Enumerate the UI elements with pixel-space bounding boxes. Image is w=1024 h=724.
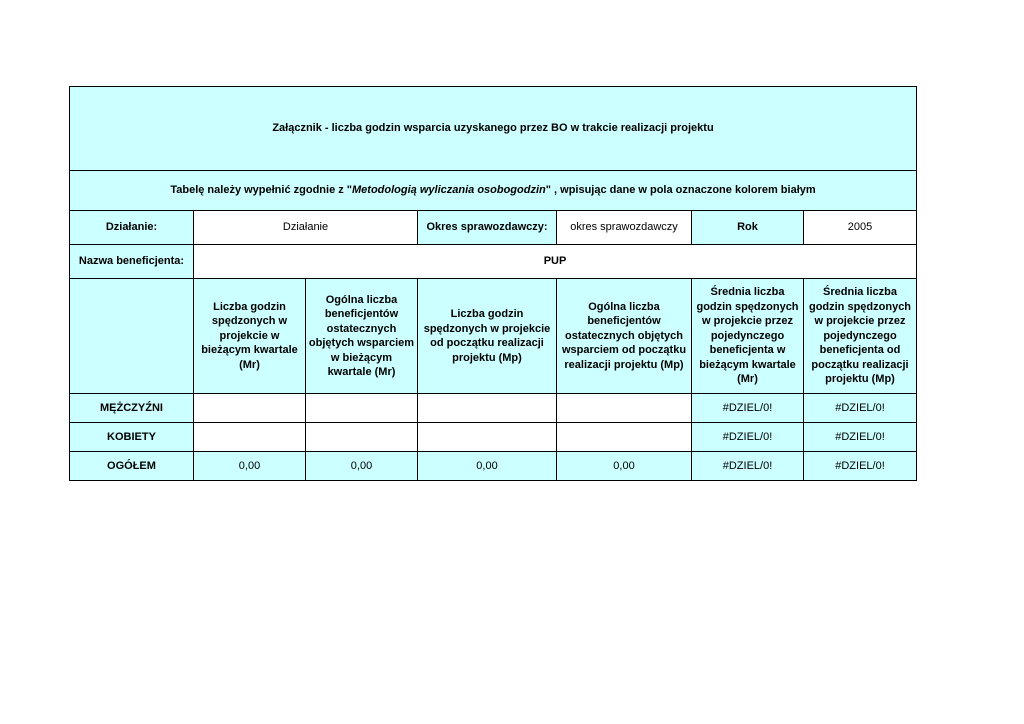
cell-ogolem-2: 0,00: [306, 452, 418, 481]
table-row-kobiety: [70, 423, 917, 452]
okres-label: Okres sprawozdawczy:: [418, 211, 557, 245]
cell-ogolem-3: 0,00: [418, 452, 557, 481]
beneficjent-label: Nazwa beneficjenta:: [70, 245, 194, 279]
instruction-quote-close: ": [545, 184, 551, 197]
dzialanie-label: Działanie:: [70, 211, 194, 245]
cell-mezczyzni-6: #DZIEL/0!: [804, 394, 917, 423]
cell-mezczyzni-1[interactable]: [194, 394, 306, 423]
instruction-quote-open: ": [346, 184, 353, 197]
table-row-ogolem: [70, 452, 917, 481]
rok-label: Rok: [692, 211, 804, 245]
rok-field[interactable]: 2005: [804, 211, 917, 245]
instruction-suffix: , wpisując dane w pola oznaczone kolorem białym: [550, 184, 816, 197]
cell-kobiety-4[interactable]: [557, 423, 692, 452]
cell-mezczyzni-2[interactable]: [306, 394, 418, 423]
cell-kobiety-5: #DZIEL/0!: [692, 423, 804, 452]
row-label-ogolem: OGÓŁEM: [70, 452, 194, 481]
okres-field[interactable]: okres sprawozdawczy: [557, 211, 692, 245]
cell-ogolem-4: 0,00: [557, 452, 692, 481]
cell-ogolem-5: #DZIEL/0!: [692, 452, 804, 481]
col-header-6: Średnia liczba godzin spędzonych w projekcie przez pojedynczego beneficjenta od początku realizacji projektu (Mp): [804, 279, 917, 394]
cell-ogolem-1: 0,00: [194, 452, 306, 481]
cell-mezczyzni-5: #DZIEL/0!: [692, 394, 804, 423]
col-header-2: Ogólna liczba beneficjentów ostatecznych objętych wsparciem w bieżącym kwartale (Mr): [306, 279, 418, 394]
col-header-5: Średnia liczba godzin spędzonych w projekcie przez pojedynczego beneficjenta w bieżącym kwartale (Mr): [692, 279, 804, 394]
col-header-1: Liczba godzin spędzonych w projekcie w bieżącym kwartale (Mr): [194, 279, 306, 394]
cell-mezczyzni-4[interactable]: [557, 394, 692, 423]
cell-kobiety-3[interactable]: [418, 423, 557, 452]
methodology-name: Metodologią wyliczania osobogodzin: [352, 184, 546, 197]
header-corner: [70, 279, 194, 394]
beneficjent-field[interactable]: PUP: [194, 245, 917, 279]
cell-kobiety-2[interactable]: [306, 423, 418, 452]
cell-kobiety-1[interactable]: [194, 423, 306, 452]
page-title: Załącznik - liczba godzin wsparcia uzyskanego przez BO w trakcie realizacji projektu: [70, 87, 917, 171]
instruction-prefix: Tabelę należy wypełnić zgodnie z: [170, 184, 347, 197]
dzialanie-field[interactable]: Działanie: [194, 211, 418, 245]
col-header-4: Ogólna liczba beneficjentów ostatecznych objętych wsparciem od początku realizacji projektu (Mp): [557, 279, 692, 394]
row-label-mezczyzni: MĘŻCZYŹNI: [70, 394, 194, 423]
instruction-text: [70, 171, 917, 211]
row-label-kobiety: KOBIETY: [70, 423, 194, 452]
cell-kobiety-6: #DZIEL/0!: [804, 423, 917, 452]
cell-mezczyzni-3[interactable]: [418, 394, 557, 423]
col-header-3: Liczba godzin spędzonych w projekcie od początku realizacji projektu (Mp): [418, 279, 557, 394]
cell-ogolem-6: #DZIEL/0!: [804, 452, 917, 481]
table-row-mezczyzni: [70, 394, 917, 423]
report-table: [69, 86, 917, 481]
